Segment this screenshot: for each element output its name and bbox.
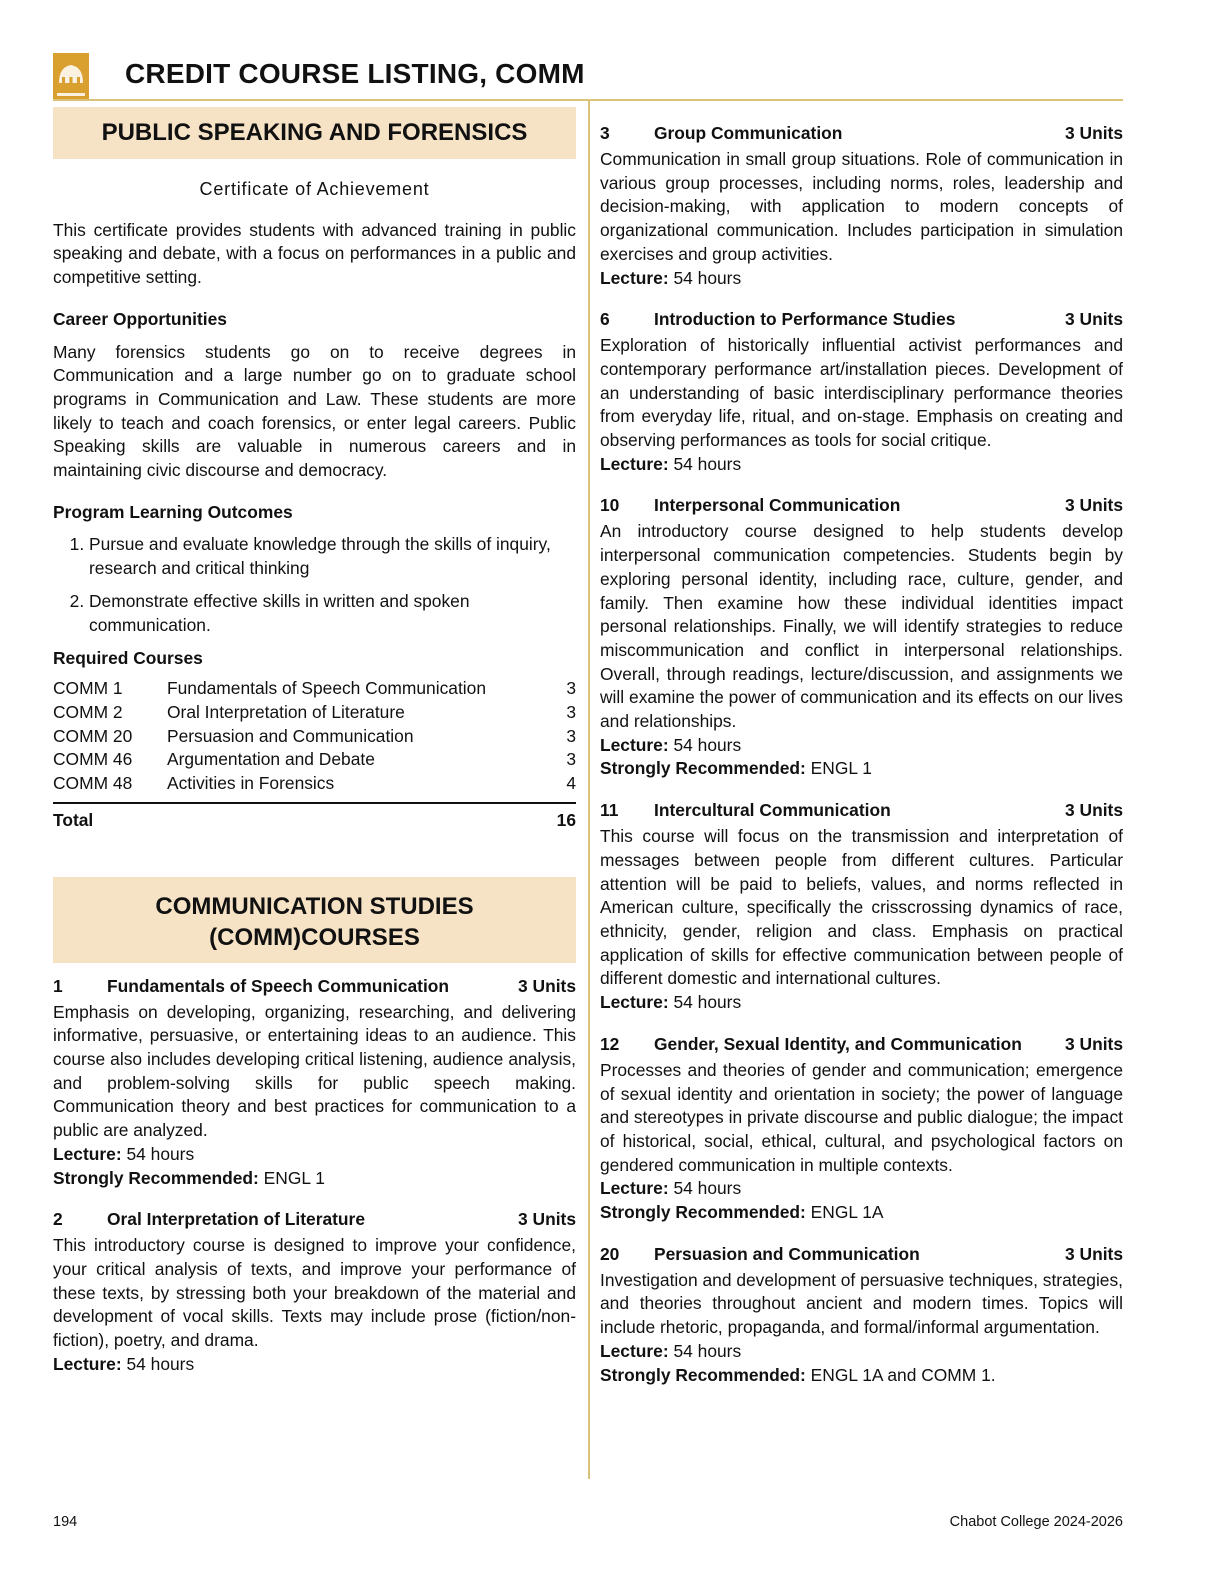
course-code: COMM 1	[53, 677, 123, 698]
lecture-hours: 54 hours	[673, 453, 742, 474]
course-entry	[53, 1207, 576, 1376]
lecture-label: Lecture:	[600, 1178, 669, 1199]
lecture-line	[600, 1177, 1123, 1201]
table-row	[53, 701, 576, 725]
lecture-label: Lecture:	[600, 453, 669, 474]
course-code: COMM 48	[53, 773, 133, 794]
lecture-line	[53, 1353, 576, 1377]
recommended-line	[53, 1167, 576, 1191]
course-description: Emphasis on developing, organizing, researching, and delivering informative, persuasive, or entertaining ideas to an audience. This course also includes developing critical listening, audience analysis, and problem-solving skills for public speech making. Communication theory and best practices for communication to a public are analyzed.	[53, 1001, 576, 1141]
course-units: 3 Units	[1065, 123, 1123, 143]
course-description: An introductory course designed to help students develop interpersonal communication competencies. Students begin by exploring personal identity, including race, culture, gender, and family. Then examine how these individual identities impact personal relationships. Finally, we will identify strategies to reduce miscommunication and conflict in interpersonal relationships. Overall, through readings, lecture/discussion, and assignments we will examine the power of communication and its effects on our lives and relationships.	[600, 521, 1123, 732]
course-number: 1	[53, 975, 63, 996]
total-row	[53, 802, 576, 833]
table-row	[53, 725, 576, 749]
career-heading: Career Opportunities	[53, 308, 227, 329]
lecture-hours: 54 hours	[126, 1353, 195, 1374]
course-code: COMM 2	[53, 701, 123, 722]
footer-college: Chabot College 2024-2026	[949, 1514, 1123, 1530]
recommended-label: Strongly Recommended:	[600, 1364, 806, 1385]
course-number: 3	[600, 123, 610, 143]
course-name: Intercultural Communication	[654, 800, 891, 821]
course-description: Communication in small group situations. Role of communication in various group processes, including norms, roles, leadership and decision-making, with application to modern concepts of organizational communication. Includes participation in simulation exercises and group activities.	[600, 149, 1123, 264]
lecture-label: Lecture:	[600, 992, 669, 1013]
lecture-label: Lecture:	[53, 1353, 122, 1374]
course-number: 6	[600, 309, 610, 330]
course-number: 11	[600, 800, 619, 821]
required-heading: Required Courses	[53, 648, 203, 669]
outcomes-heading: Program Learning Outcomes	[53, 501, 293, 522]
course-units: 3 Units	[1065, 495, 1123, 516]
lecture-hours: 54 hours	[673, 1340, 742, 1361]
recommended-value: ENGL 1A and COMM 1.	[810, 1364, 996, 1385]
outcomes-list	[53, 533, 576, 637]
recommended-value: ENGL 1A	[810, 1202, 884, 1223]
lecture-label: Lecture:	[53, 1143, 122, 1164]
recommended-value: ENGL 1	[263, 1167, 325, 1188]
program-intro: This certificate provides students with advanced training in public speaking and debate, with a focus on performances in a public and competitive setting.	[53, 219, 576, 288]
recommended-line	[600, 1364, 1123, 1388]
course-units: 3	[566, 701, 576, 722]
course-title: Oral Interpretation of Literature	[167, 701, 405, 722]
recommended-label: Strongly Recommended:	[53, 1167, 259, 1188]
outcome-item: 1. Pursue and evaluate knowledge through the skills of inquiry, research and critical thinking	[89, 533, 576, 580]
course-units: 3 Units	[1065, 309, 1123, 330]
lecture-hours: 54 hours	[673, 734, 742, 755]
course-units: 3	[566, 725, 576, 746]
course-name: Persuasion and Communication	[654, 1243, 920, 1264]
column-divider	[588, 101, 590, 1479]
course-units: 3	[566, 677, 576, 698]
table-row	[53, 677, 576, 701]
lecture-line	[600, 991, 1123, 1015]
course-code: COMM 46	[53, 749, 133, 770]
course-code: COMM 20	[53, 725, 133, 746]
lecture-line	[600, 734, 1123, 758]
course-name: Introduction to Performance Studies	[654, 309, 956, 330]
course-description: Exploration of historically influential activist performances and contemporary performance art/installation pieces. Development of an understanding of basic interdisciplinary performance theories from everyday life, ritual, and on-stage. Emphasis on creating and observing performances as tools for social critique.	[600, 335, 1123, 451]
table-row	[53, 772, 576, 796]
course-entry	[600, 798, 1123, 1015]
course-units: 4	[566, 773, 576, 794]
course-entry	[53, 974, 576, 1191]
course-header	[600, 1032, 1123, 1056]
recommended-label: Strongly Recommended:	[600, 1202, 806, 1223]
recommended-label: Strongly Recommended:	[600, 758, 806, 779]
courses-banner	[53, 877, 576, 963]
course-title: Activities in Forensics	[167, 773, 335, 794]
lecture-hours: 54 hours	[126, 1143, 195, 1164]
course-name: Interpersonal Communication	[654, 495, 901, 516]
course-number: 2	[53, 1209, 63, 1230]
course-header	[53, 1207, 576, 1231]
course-entry	[600, 121, 1123, 290]
course-units: 3 Units	[1065, 800, 1123, 821]
lecture-hours: 54 hours	[673, 267, 742, 288]
recommended-value: ENGL 1	[810, 758, 872, 779]
lecture-hours: 54 hours	[673, 1178, 742, 1199]
lecture-label: Lecture:	[600, 1340, 669, 1361]
course-header	[600, 493, 1123, 517]
course-header	[53, 974, 576, 998]
course-units: 3 Units	[1065, 1243, 1123, 1264]
recommended-line	[600, 757, 1123, 781]
course-title: Persuasion and Communication	[167, 725, 414, 746]
course-header	[600, 798, 1123, 822]
table-row	[53, 748, 576, 772]
lecture-line	[600, 267, 1123, 291]
course-entry	[600, 493, 1123, 781]
page-number: 194	[53, 1514, 78, 1530]
course-number: 10	[600, 495, 620, 516]
course-units: 3	[566, 749, 576, 770]
course-units: 3 Units	[518, 975, 576, 996]
course-header	[600, 307, 1123, 331]
course-units: 3 Units	[518, 1209, 576, 1230]
course-name: Oral Interpretation of Literature	[107, 1209, 365, 1230]
lecture-line	[600, 1340, 1123, 1364]
lecture-label: Lecture:	[600, 734, 669, 755]
left-column	[53, 107, 576, 1393]
program-banner: PUBLIC SPEAKING AND FORENSICS	[53, 107, 576, 159]
outcome-item: 2. Demonstrate effective skills in written and spoken communication.	[89, 590, 576, 637]
course-entry	[600, 307, 1123, 476]
course-units: 3 Units	[1065, 1033, 1123, 1054]
course-name: Fundamentals of Speech Communication	[107, 975, 450, 996]
course-header	[600, 121, 1123, 145]
course-description: This course will focus on the transmission and interpretation of messages between people from different cultures. Particular attention will be paid to beliefs, values, and norms reflected in American culture, specifically the crisscrossing dynamics of race, ethnicity, gender, religion and class. Emphasis on practical application of skills for effective communication between people of different domestic and international cultures.	[600, 826, 1123, 989]
course-entry	[600, 1242, 1123, 1388]
course-title: Fundamentals of Speech Communication	[167, 677, 487, 698]
total-units: 16	[556, 809, 576, 830]
courses-banner-line: (COMM)COURSES	[209, 923, 420, 951]
career-text: Many forensics students go on to receive degrees in Communication and a large number go on to graduate school programs in Communication and Law. These students are more likely to teach and coach forensics, or enter legal careers. Public Speaking skills are valuable in numerous careers and in maintaining civic discourse and democracy.	[53, 341, 576, 481]
course-description: Investigation and development of persuasive techniques, strategies, and theories throughout ancient and modern times. Topics will include rhetoric, propaganda, and formal/informal argumentation.	[600, 1269, 1124, 1338]
courses-banner-line: COMMUNICATION STUDIES	[155, 892, 474, 920]
course-entry	[600, 1032, 1123, 1225]
course-description: This introductory course is designed to improve your confidence, your critical analysis of texts, and improve your performance of these texts, by stressing both your breakdown of the material and development of vocal skills. Texts may include prose (fiction/non-fiction), poetry, and drama.	[53, 1235, 576, 1351]
lecture-line	[53, 1143, 576, 1167]
course-number: 20	[600, 1243, 620, 1264]
course-name: Gender, Sexual Identity, and Communication	[654, 1033, 1022, 1054]
course-name: Group Communication	[654, 123, 843, 143]
lecture-line	[600, 453, 1123, 477]
total-label: Total	[53, 809, 94, 830]
course-header	[600, 1242, 1123, 1266]
course-title: Argumentation and Debate	[167, 749, 375, 770]
certificate-type: Certificate of Achievement	[199, 179, 430, 199]
right-column	[600, 121, 1123, 1404]
recommended-line	[600, 1201, 1123, 1225]
lecture-label: Lecture:	[600, 267, 669, 288]
college-logo-icon	[53, 53, 89, 99]
page-title: CREDIT COURSE LISTING, COMM	[125, 58, 585, 89]
lecture-hours: 54 hours	[673, 992, 742, 1013]
required-courses-table	[53, 677, 576, 796]
course-description: Processes and theories of gender and communication; emergence of sexual identity and orientation in society; the power of language and stereotypes in private discourse and public dialogue; the impact of historical, social, ethical, cultural, and psychological factors on gendered communication in multiple contexts.	[600, 1059, 1124, 1175]
course-number: 12	[600, 1033, 620, 1054]
